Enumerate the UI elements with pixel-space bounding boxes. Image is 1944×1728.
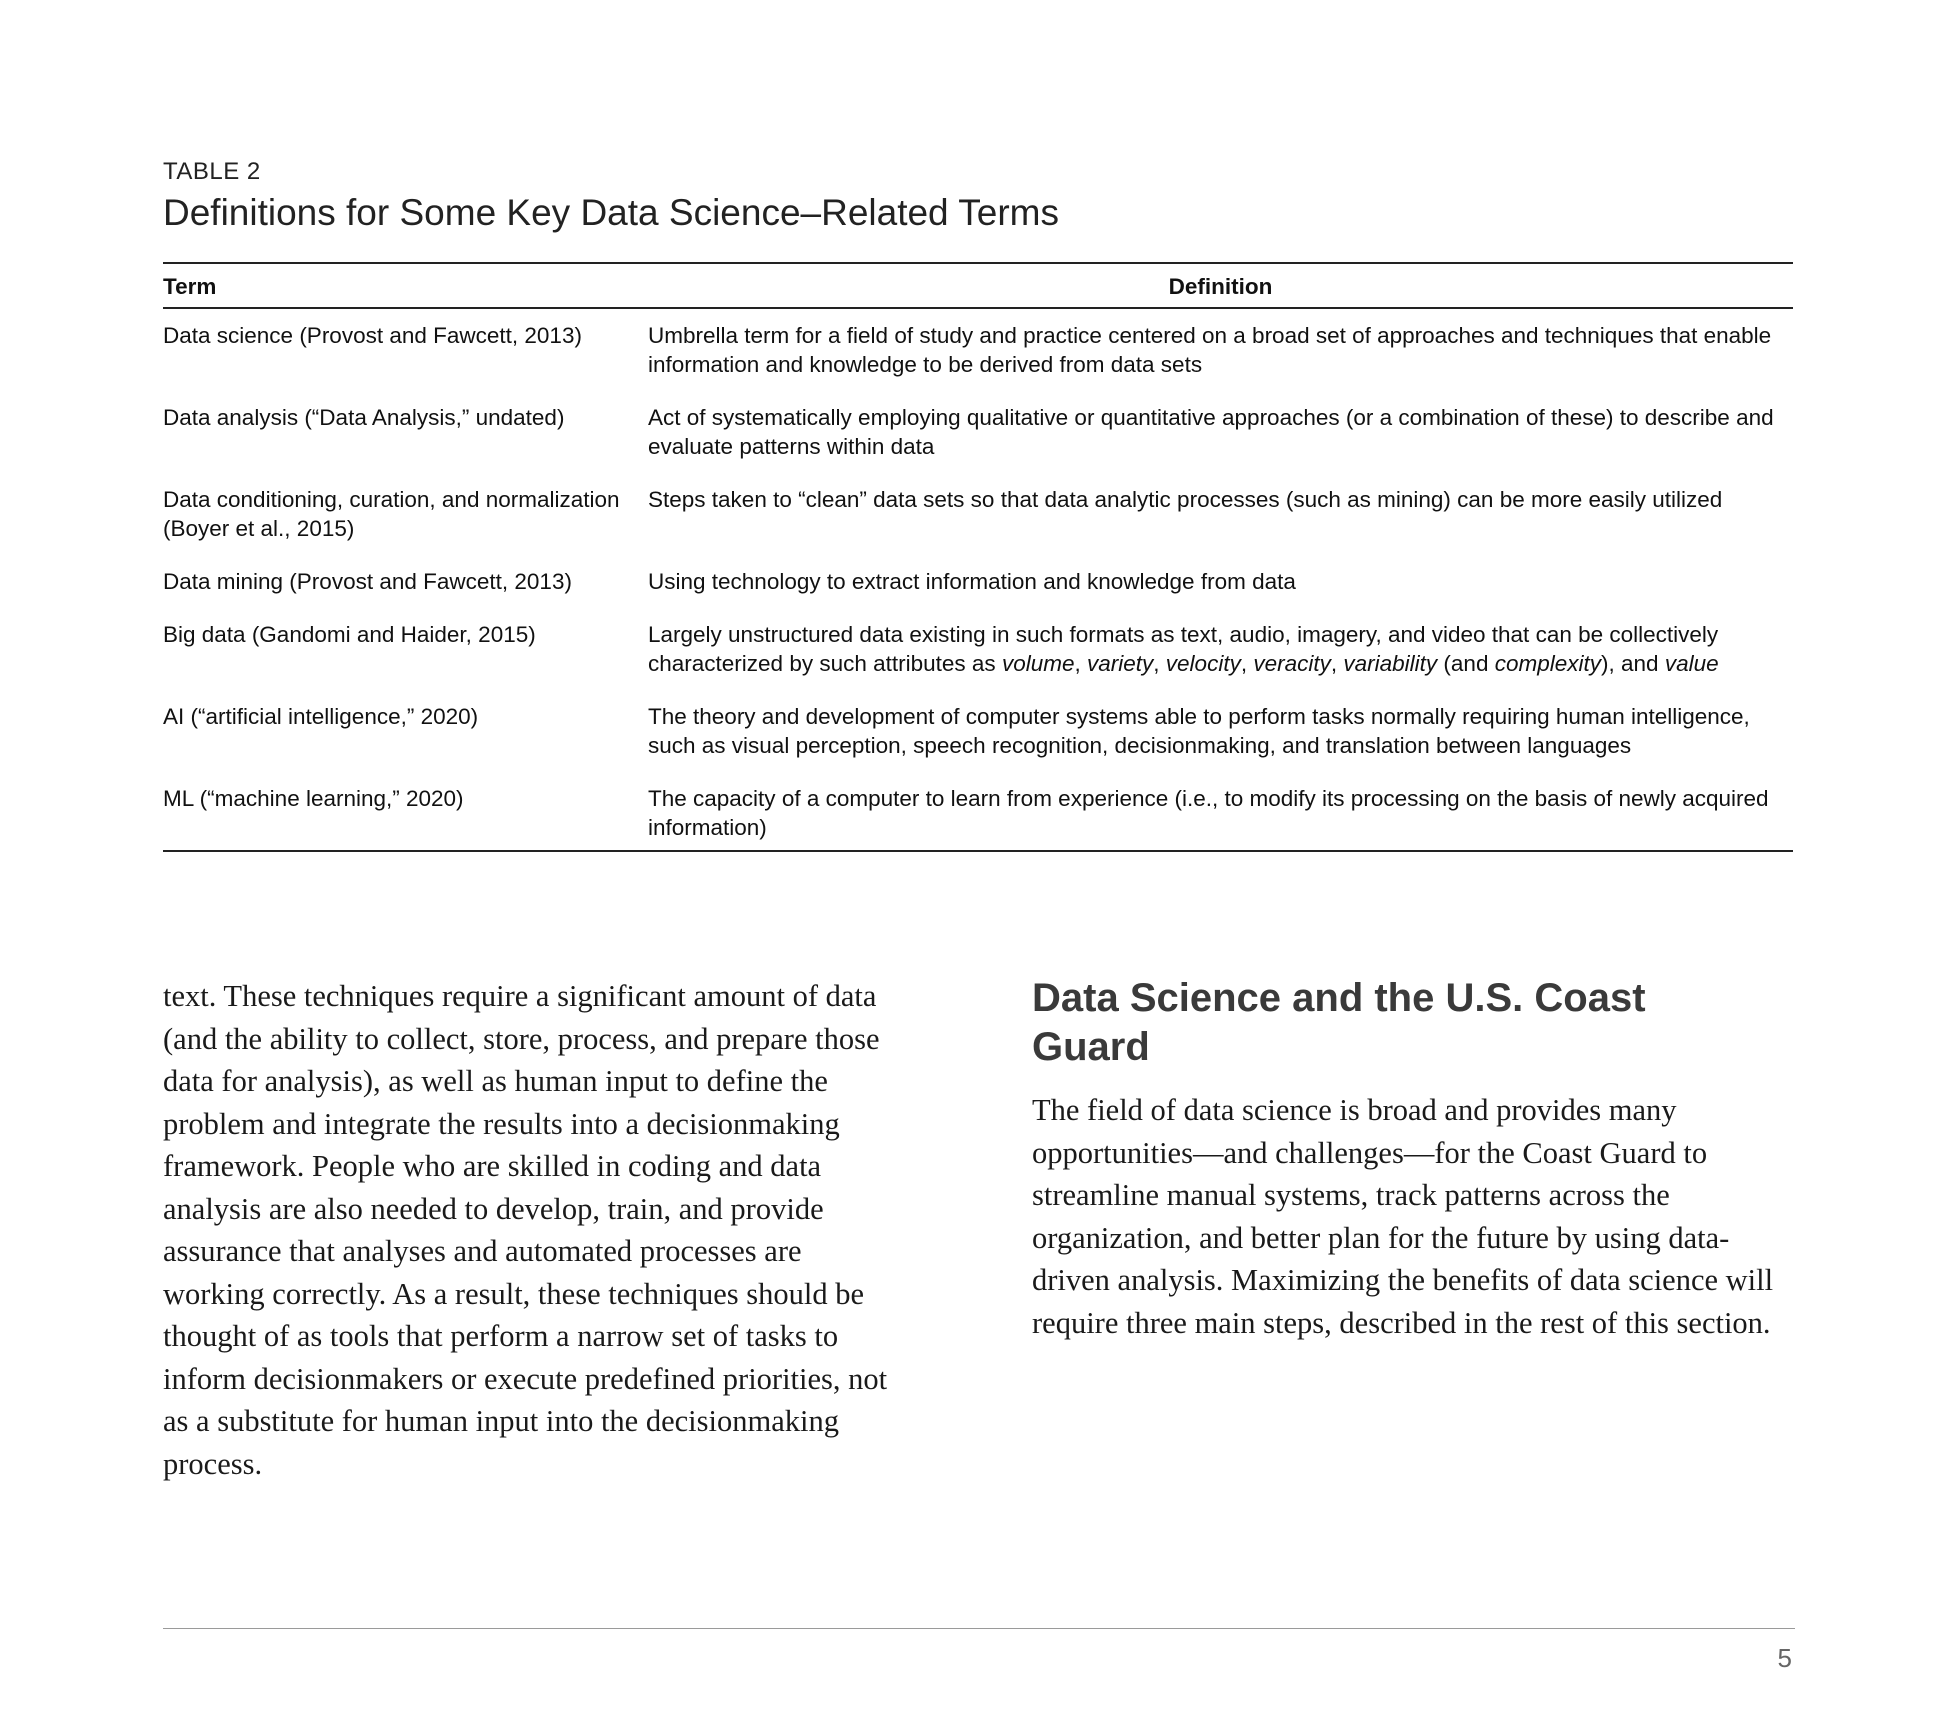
separator-text: , — [1074, 651, 1087, 676]
body-paragraph-left: text. These techniques require a significant amount of data (and the ability to collect, store, process, and prepare those data for analysis), as well as human input to define the problem and integrate the results into a decisionmaking framework. People who are skilled in coding and data analysis are also needed to develop, train, and provide assurance that analyses and automated processes are working correctly. As a result, these techniques should be thought of as tools that perform a narrow set of tasks to inform decisionmakers or execute predefined priorities, not as a substitute for human input into the decisionmaking process. — [163, 979, 888, 1481]
page-number: 5 — [1777, 1643, 1792, 1673]
column-header-definition: Definition — [648, 263, 1793, 308]
emphasis-volume: volume — [1001, 651, 1075, 676]
emphasis-value: value — [1664, 651, 1719, 676]
definition-cell: Steps taken to “clean” data sets so that data analytic processes (such as mining) can be more easily utilized — [648, 487, 1723, 512]
footer-divider — [163, 1628, 1795, 1629]
separator-text: , — [1330, 651, 1344, 676]
separator-text: , — [1240, 651, 1254, 676]
emphasis-velocity: velocity — [1165, 651, 1241, 676]
table-row — [163, 620, 1793, 702]
table-header — [163, 263, 1793, 308]
table-row — [163, 784, 1793, 851]
table-body — [163, 308, 1793, 851]
column-header-term: Term — [163, 263, 648, 308]
term-cell: Data science (Provost and Fawcett, 2013) — [163, 323, 582, 348]
term-cell: Data mining (Provost and Fawcett, 2013) — [163, 569, 572, 594]
table-title: Definitions for Some Key Data Science–Related Terms — [163, 192, 1059, 233]
definition-text: Largely unstructured data existing in such formats as text, audio, imagery, and video that can be collectively characterized by such attributes as — [648, 622, 1719, 676]
definition-cell: The capacity of a computer to learn from experience (i.e., to modify its processing on the basis of newly acquired information) — [648, 784, 1793, 851]
definition-cell — [648, 620, 1793, 702]
table-row — [163, 567, 1793, 620]
emphasis-complexity: complexity — [1494, 651, 1602, 676]
separator-text: ), and — [1601, 651, 1665, 676]
definition-cell: The theory and development of computer systems able to perform tasks normally requiring human intelligence, such as visual perception, speech recognition, decisionmaking, and translation between languages — [648, 704, 1750, 758]
table-label: TABLE 2 — [163, 158, 261, 185]
definitions-table — [163, 262, 1793, 852]
definition-cell: Using technology to extract information and knowledge from data — [648, 569, 1296, 594]
definitions-table-container — [163, 262, 1793, 852]
term-cell: Data analysis (“Data Analysis,” undated) — [163, 405, 565, 430]
table-row — [163, 403, 1793, 485]
separator-text: , — [1153, 651, 1166, 676]
table-header-row — [163, 263, 1793, 308]
body-paragraph-right: The field of data science is broad and provides many opportunities—and challenges—for the Coast Guard to streamline manual systems, track patterns across the organization, and better plan for the future by using data-driven analysis. Maximizing the benefits of data science will require three main steps, described in the rest of this section. — [1032, 1093, 1774, 1340]
emphasis-variety: variety — [1087, 651, 1154, 676]
table-row — [163, 702, 1793, 784]
term-cell: AI (“artificial intelligence,” 2020) — [163, 704, 479, 729]
emphasis-variability: variability — [1343, 651, 1438, 676]
term-cell: Big data (Gandomi and Haider, 2015) — [163, 622, 536, 647]
term-cell: Data conditioning, curation, and normalization (Boyer et al., 2015) — [163, 487, 620, 541]
definition-cell: Act of systematically employing qualitative or quantitative approaches (or a combination of these) to describe and evaluate patterns within data — [648, 405, 1774, 459]
term-cell: ML (“machine learning,” 2020) — [163, 784, 648, 851]
section-heading: Data Science and the U.S. Coast Guard — [1032, 976, 1646, 1069]
separator-text: (and — [1437, 651, 1495, 676]
table-row — [163, 308, 1793, 403]
definition-cell: Umbrella term for a field of study and practice centered on a broad set of approaches and techniques that enable information and knowledge to be derived from data sets — [648, 323, 1772, 377]
table-row — [163, 485, 1793, 567]
emphasis-veracity: veracity — [1253, 651, 1331, 676]
